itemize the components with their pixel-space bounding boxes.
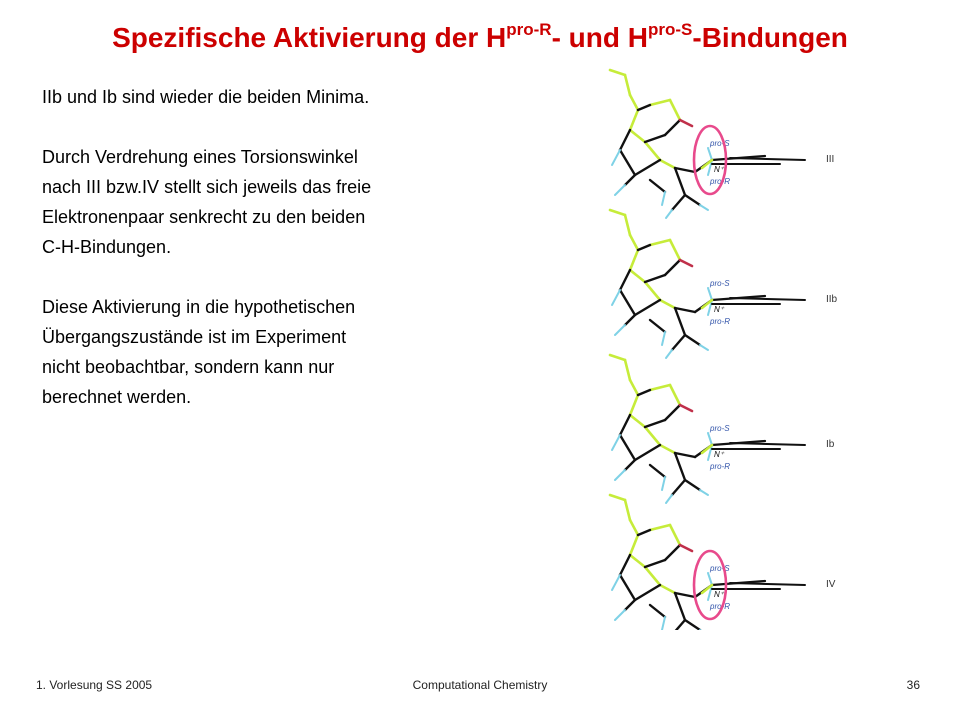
conformer-ib — [610, 355, 835, 503]
pro-r-label: pro-R — [710, 602, 731, 611]
molecule-figure — [590, 60, 850, 630]
pro-r-label: pro-R — [710, 177, 731, 186]
text-line: Elektronenpaar senkrecht zu den beiden — [42, 207, 366, 227]
nitrogen-label: N⁺ — [714, 590, 724, 599]
pro-s-label: pro-S — [710, 564, 730, 573]
slide-body — [42, 82, 512, 412]
nitrogen-label: N⁺ — [714, 450, 724, 459]
text-line: berechnet werden. — [42, 387, 192, 407]
conformer-label: Ib — [826, 439, 835, 450]
conformer-iib — [610, 210, 838, 358]
conformer-label: III — [826, 154, 835, 165]
pro-s-label: pro-S — [710, 139, 730, 148]
pro-r-label: pro-R — [710, 462, 731, 471]
pro-s-label: pro-S — [710, 279, 730, 288]
conformer-iv — [610, 495, 836, 630]
conformer-iii — [610, 70, 834, 218]
slide-title: Spezifische Aktivierung der $H^{pro-R}-$ und $H^{pro-S}$-Bindungen — [0, 20, 960, 54]
conformer-label: IIb — [826, 294, 838, 305]
footer-course: 1. Vorlesung SS 2005 — [36, 678, 153, 692]
conformer-label: IV — [826, 579, 836, 590]
text-line: nach III bzw.IV stellt sich jeweils das freie — [42, 177, 372, 197]
text-line: Diese Aktivierung in die hypothetischen — [42, 297, 356, 317]
footer-subject: Computational Chemistry — [412, 678, 548, 692]
text-line: IIb und Ib sind wieder die beiden Minima. — [42, 87, 370, 107]
text-line: nicht beobachtbar, sondern kann nur — [42, 357, 335, 377]
pro-r-label: pro-R — [710, 317, 731, 326]
text-line: Durch Verdrehung eines Torsionswinkel — [42, 147, 358, 167]
pro-s-label: pro-S — [710, 424, 730, 433]
text-line: Übergangszustände ist im Experiment — [42, 327, 347, 347]
nitrogen-label: N⁺ — [714, 165, 724, 174]
footer-page-number: 36 — [906, 678, 920, 692]
text-line: C-H-Bindungen. — [42, 237, 172, 257]
nitrogen-label: N⁺ — [714, 305, 724, 314]
